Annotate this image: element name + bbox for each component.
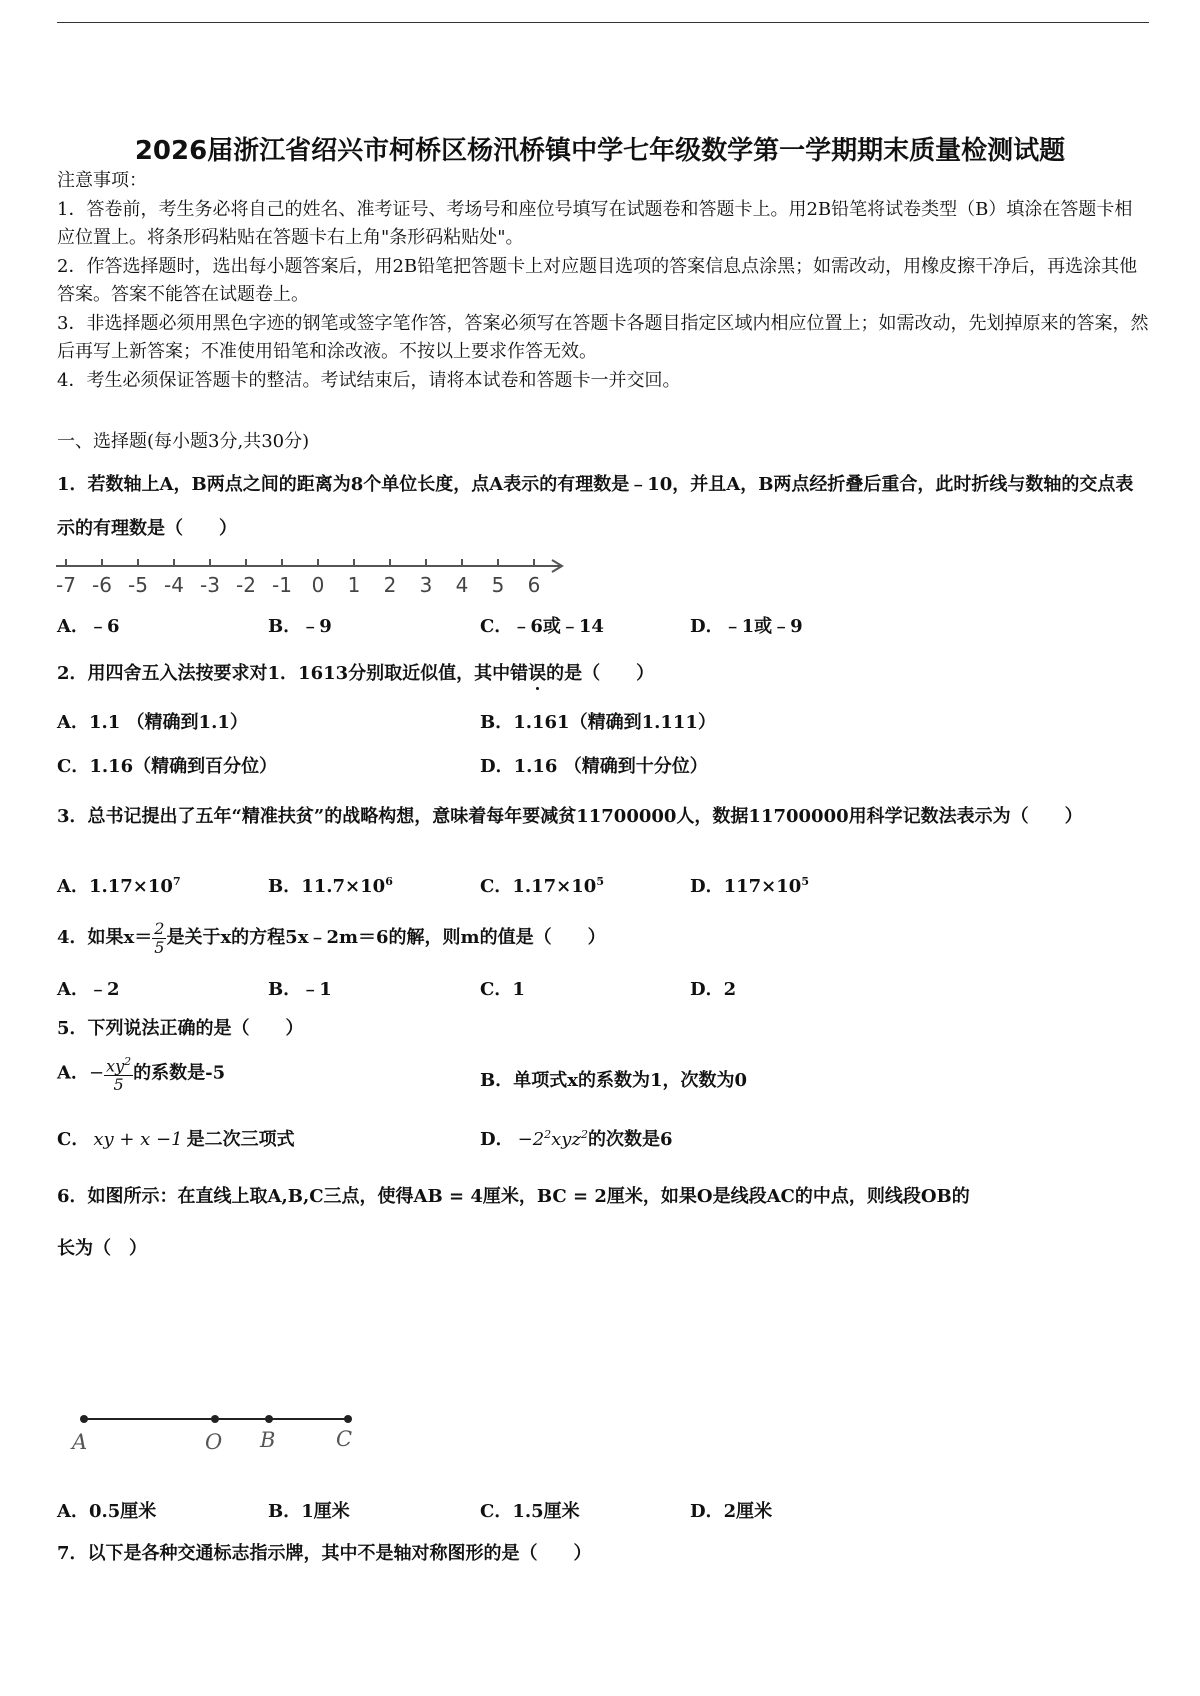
number-line-label: 1 — [347, 573, 361, 597]
notice-item-2: 2．作答选择题时，选出每小题答案后，用2B铅笔把答题卡上对应题目选项的答案信息点涂黑；如需改动，用橡皮擦干净后，再选涂其他答案。答案不能答在试题卷上。 — [57, 256, 1138, 305]
q7-text: 7．以下是各种交通标志指示牌，其中不是轴对称图形的是（ ） — [57, 1543, 592, 1564]
q5-option-b[interactable]: B．单项式x的系数为1，次数为0 — [480, 1070, 747, 1091]
q1-text: 1．若数轴上A，B两点之间的距离为8个单位长度，点A表示的有理数是﹣10，并且A，B两点经折叠后重合，此时折线与数轴的交点表示的有理数是（ ） — [57, 474, 1134, 539]
q4-option-d[interactable]: D．2 — [690, 979, 737, 1000]
number-line-figure — [50, 548, 570, 600]
q3-option-a[interactable]: A．$1.17\times 10^7$ — [57, 875, 181, 897]
number-line-label: -4 — [164, 573, 184, 597]
q5-option-c[interactable]: C． xy + x −1 是二次三项式 — [57, 1129, 295, 1150]
notice-item-4: 4．考生必须保证答题卡的整洁。考试结束后，请将本试卷和答题卡一并交回。 — [57, 370, 681, 391]
page-title: 2026届浙江省绍兴市柯桥区杨汛桥镇中学七年级数学第一学期期末质量检测试题 — [134, 136, 1066, 166]
q1-option-c[interactable]: C．﹣6或﹣14 — [480, 616, 604, 637]
point-label-c: C — [336, 1427, 353, 1451]
number-line-label: 6 — [527, 573, 541, 597]
q6-option-c[interactable]: C．1.5厘米 — [480, 1501, 580, 1522]
q4-text: 4．如果x＝ $\frac{2}{5}$ 是关于x的方程5x﹣2m＝6的解，则m的值是（ ） — [57, 918, 606, 957]
q2-option-a[interactable]: A．1.1 （精确到1.1） — [57, 712, 248, 733]
q3-option-d[interactable]: D．$117\times 10^5$ — [690, 875, 809, 897]
q4-fraction: $\frac{2}{5}$ — [154, 918, 165, 957]
q6-option-b[interactable]: B．1厘米 — [268, 1501, 350, 1522]
q6-option-d[interactable]: D．2厘米 — [690, 1501, 773, 1522]
point-label-o: O — [205, 1430, 223, 1454]
q2-option-c[interactable]: C．1.16（精确到百分位） — [57, 756, 278, 777]
q1-option-b[interactable]: B．﹣9 — [268, 616, 332, 637]
number-line-label: 2 — [383, 573, 397, 597]
q5-option-d[interactable]: D． $-2^2xyz^2$的次数是6 — [480, 1128, 673, 1150]
q2-text: 2．用四舍五入法按要求对1．1613分别取近似值，其中错误的是（ ） — [57, 663, 655, 684]
point-label-b: B — [260, 1428, 276, 1452]
header-rule — [57, 22, 1149, 23]
number-line-label: -6 — [92, 573, 112, 597]
q5-fraction: $\frac{xy^2}{5}$ — [106, 1055, 132, 1095]
notice-heading: 注意事项： — [57, 170, 147, 191]
q6-text-line2: 长为（ ） — [57, 1238, 147, 1259]
q6-option-a[interactable]: A．0.5厘米 — [57, 1501, 157, 1522]
number-line-label: -2 — [236, 573, 256, 597]
number-line-label: -5 — [128, 573, 148, 597]
q2-option-b[interactable]: B．1.161（精确到1.111） — [480, 712, 716, 733]
q2-option-d[interactable]: D．1.16 （精确到十分位） — [480, 756, 708, 777]
number-line-label: -7 — [56, 573, 76, 597]
q4-option-c[interactable]: C．1 — [480, 979, 525, 1000]
q1-option-a[interactable]: A．﹣6 — [57, 616, 120, 637]
q5-text: 5．下列说法正确的是（ ） — [57, 1018, 304, 1039]
number-line-label: 5 — [491, 573, 505, 597]
point-label-a: A — [72, 1430, 88, 1454]
q1-option-d[interactable]: D．﹣1或﹣9 — [690, 616, 803, 637]
q4-option-a[interactable]: A．﹣2 — [57, 979, 120, 1000]
number-line-label: -1 — [272, 573, 292, 597]
number-line-label: 3 — [419, 573, 433, 597]
section-heading: 一、选择题(每小题3分,共30分) — [57, 431, 310, 452]
q6-text-line1: 6．如图所示：在直线上取A,B,C三点，使得AB = 4厘米，BC = 2厘米，如果O是线段AC的中点，则线段OB的 — [57, 1186, 970, 1207]
notice-item-1: 1．答卷前，考生务必将自己的姓名、准考证号、考场号和座位号填写在试题卷和答题卡上。用2B铅笔将试卷类型（B）填涂在答题卡相应位置上。将条形码粘贴在答题卡右上角"条形码粘贴处"。 — [57, 199, 1133, 248]
number-line-label: 4 — [455, 573, 469, 597]
q3-option-c[interactable]: C．$1.17\times 10^5$ — [480, 875, 604, 897]
q3-option-b[interactable]: B．$11.7\times 10^6$ — [268, 875, 393, 897]
q3-text: 3．总书记提出了五年“精准扶贫”的战略构想，意味着每年要减贫11700000人，数据11700000用科学记数法表示为（ ） — [57, 806, 1083, 827]
q4-option-b[interactable]: B．﹣1 — [268, 979, 332, 1000]
number-line-label: 0 — [311, 573, 325, 597]
number-line-label: -3 — [200, 573, 220, 597]
q5-option-a[interactable]: A．− $\frac{xy^2}{5}$ 的系数是-5 — [57, 1055, 226, 1095]
segment-figure — [60, 1405, 380, 1455]
notice-item-3: 3．非选择题必须用黑色字迹的钢笔或签字笔作答，答案必须写在答题卡各题目指定区域内相应位置上；如需改动，先划掉原来的答案，然后再写上新答案；不准使用铅笔和涂改液。不按以上要求作答无效。 — [57, 313, 1149, 362]
